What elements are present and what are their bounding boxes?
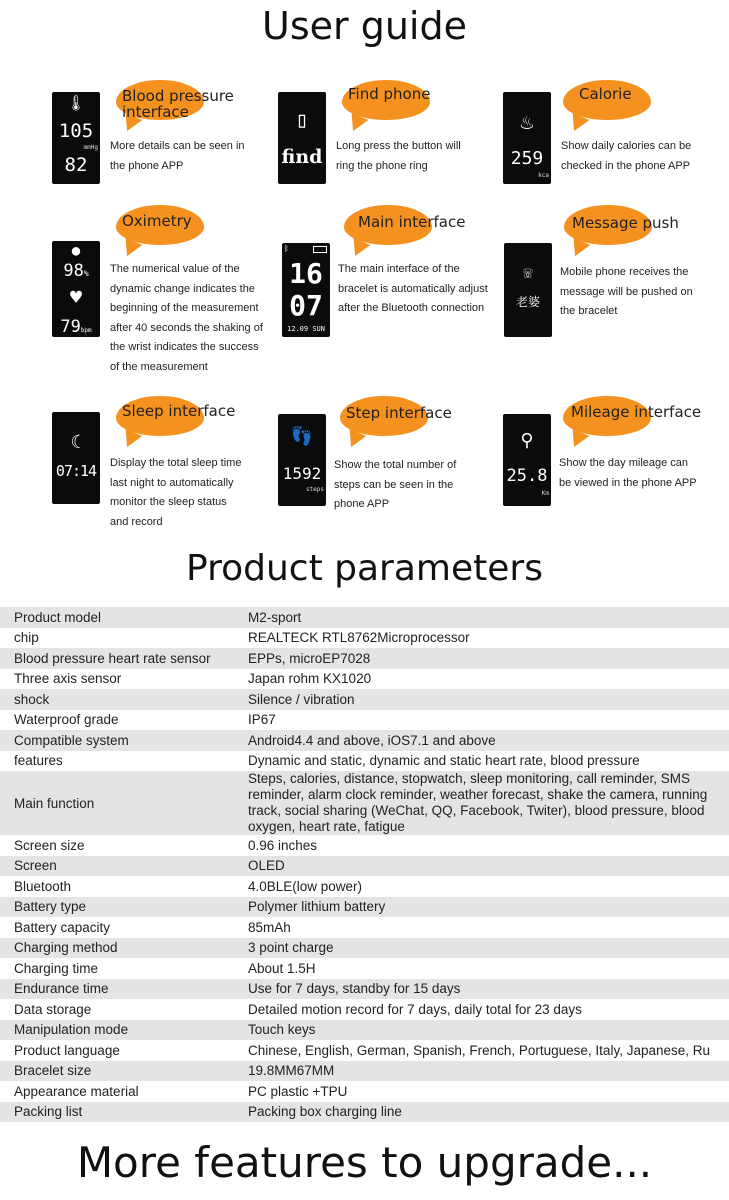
param-row — [0, 1102, 729, 1123]
param-name: Charging method — [14, 940, 118, 956]
param-row — [0, 751, 729, 772]
param-row — [0, 876, 729, 897]
param-row — [0, 999, 729, 1020]
param-name: shock — [14, 691, 50, 707]
param-name: Three axis sensor — [14, 671, 122, 687]
systolic-value: 105 — [58, 120, 94, 142]
message-sender: 老婆 — [515, 295, 540, 309]
location-pin-icon: ⚲ — [520, 430, 534, 451]
param-row — [0, 938, 729, 959]
feature-label: Step interface — [346, 404, 452, 422]
feature-description: Long press the button will ring the phone ring — [336, 140, 461, 172]
feature-label: Mileage interface — [571, 403, 702, 421]
parameters-table — [0, 607, 729, 1122]
oximetry-screen — [52, 241, 100, 337]
param-value: 3 point charge — [248, 940, 334, 956]
param-name: Appearance material — [14, 1083, 139, 1099]
param-row — [0, 1040, 729, 1061]
phone-ringing-icon: ☏ — [523, 263, 533, 282]
blood-pressure-screen — [52, 92, 100, 184]
param-value: Touch keys — [248, 1022, 316, 1038]
param-value: Japan rohm KX1020 — [248, 671, 372, 687]
feature-message-push — [504, 205, 729, 385]
product-parameters-title: Product parameters — [186, 548, 543, 589]
param-value: IP67 — [248, 712, 276, 728]
clock-hour: 16 — [289, 257, 323, 290]
param-value: Silence / vibration — [248, 691, 355, 707]
param-value: 19.8MM67MM — [248, 1063, 335, 1079]
param-row — [0, 771, 729, 835]
step-count: 1592 — [282, 464, 322, 483]
more-features-title: More features to upgrade... — [76, 1138, 653, 1187]
param-name: Bracelet size — [14, 1063, 92, 1079]
param-name: Bluetooth — [14, 878, 72, 894]
param-name: Manipulation mode — [14, 1022, 129, 1038]
param-row — [0, 1061, 729, 1082]
param-name: Screen size — [14, 837, 85, 853]
feature-description: Show the day mileage can be viewed in the phone APP — [559, 457, 697, 489]
param-row — [0, 1081, 729, 1102]
spo2-value: 98 — [63, 261, 84, 281]
feature-description: The main interface of the bracelet is automatically adjust after the Bluetooth connection — [338, 263, 488, 314]
feature-description: Display the total sleep time last night to automatically monitor the sleep status and record — [110, 457, 242, 528]
step-unit: steps — [305, 486, 324, 493]
param-value: PC plastic +TPU — [248, 1083, 348, 1099]
param-name: Main function — [14, 795, 95, 811]
calorie-unit: kca — [538, 172, 549, 179]
param-name: Battery type — [14, 899, 87, 915]
flame-icon: ♨ — [520, 110, 534, 135]
param-name: chip — [14, 630, 39, 646]
feature-label: Main interface — [358, 213, 466, 231]
user-guide-title: User guide — [262, 4, 467, 48]
param-row — [0, 669, 729, 690]
param-name: Endurance time — [14, 981, 109, 997]
param-row — [0, 979, 729, 1000]
calorie-value: 259 — [510, 148, 544, 169]
param-value: 85mAh — [248, 919, 291, 935]
param-name: Product language — [14, 1042, 120, 1058]
param-value: Android4.4 and above, iOS7.1 and above — [248, 732, 496, 748]
mileage-unit: Km — [541, 490, 549, 497]
param-value: Polymer lithium battery — [248, 899, 386, 915]
param-row — [0, 897, 729, 918]
param-value: EPPs, microEP7028 — [248, 650, 371, 666]
param-value: Detailed motion record for 7 days, daily total for 23 days — [248, 1001, 582, 1017]
param-value: Steps, calories, distance, stopwatch, sleep monitoring, call reminder, SMS reminder, alarm clock reminder, weather forecast, shake the camera, running track, social sharing (WeChat, QQ, Facebook, Twiter), blood pressure, blood oxygen, heart rate, fatigue — [248, 771, 708, 834]
param-name: Product model — [14, 609, 102, 625]
footprints-icon: 👣 — [290, 426, 314, 447]
find-text: find — [281, 146, 323, 168]
feature-description: Show daily calories can be checked in the phone APP — [561, 140, 692, 172]
spo2-unit: % — [83, 269, 89, 278]
mileage-screen — [503, 414, 551, 506]
feature-label: Sleep interface — [122, 402, 236, 420]
feature-label: Calorie — [579, 85, 632, 103]
feature-label: Message push — [572, 214, 679, 232]
feature-label: Find phone — [348, 85, 431, 103]
param-row — [0, 689, 729, 710]
param-row — [0, 856, 729, 877]
diastolic-value: 82 — [64, 154, 88, 176]
moon-icon: ☾ — [70, 432, 82, 453]
battery-icon — [313, 246, 327, 253]
param-name: Compatible system — [14, 732, 129, 748]
param-value: Packing box charging line — [248, 1104, 402, 1120]
param-value: 4.0BLE(low power) — [248, 878, 363, 894]
param-row — [0, 1020, 729, 1041]
heart-rate-unit: bpm — [80, 327, 92, 334]
step-screen — [278, 414, 326, 506]
param-value: 0.96 inches — [248, 837, 318, 853]
param-row — [0, 917, 729, 938]
param-value: REALTECK RTL8762Microprocessor — [248, 630, 470, 646]
bp-unit: mmHg — [83, 144, 98, 151]
feature-description: Mobile phone receives the message will be pushed on the bracelet — [560, 266, 693, 317]
thermometer-icon: 🌡 — [66, 94, 86, 112]
feature-description: Show the total number of steps can be seen in the phone APP — [334, 459, 457, 510]
param-value: OLED — [248, 858, 285, 874]
param-row — [0, 628, 729, 649]
param-row — [0, 730, 729, 751]
calorie-screen — [503, 92, 551, 184]
param-name: Screen — [14, 858, 57, 874]
mileage-value: 25.8 — [506, 466, 548, 486]
bluetooth-icon: ᛒ — [284, 244, 289, 253]
param-row — [0, 958, 729, 979]
oxygen-drop-icon: ● — [71, 243, 81, 259]
feature-label: Blood pressure interface — [122, 87, 234, 121]
feature-description: More details can be seen in the phone APP — [110, 140, 245, 172]
sleep-screen — [52, 412, 100, 504]
param-name: Waterproof grade — [14, 712, 119, 728]
param-row — [0, 710, 729, 731]
param-name: Packing list — [14, 1104, 83, 1120]
param-name: Battery capacity — [14, 919, 111, 935]
param-name: Blood pressure heart rate sensor — [14, 650, 211, 666]
sleep-duration: 07:14 — [55, 462, 97, 480]
message-push-screen — [504, 243, 552, 337]
heart-icon: ♥ — [69, 285, 83, 309]
heart-rate-value: 79 — [60, 317, 81, 337]
feature-label: Oximetry — [122, 212, 192, 230]
clock-date: 12.09 SUN — [287, 325, 325, 333]
clock-minute: 07 — [289, 289, 323, 322]
param-value: Dynamic and static, dynamic and static heart rate, blood pressure — [248, 753, 640, 769]
phone-search-icon: ▯ — [295, 108, 309, 133]
param-name: Charging time — [14, 960, 99, 976]
feature-oximetry — [52, 205, 292, 385]
param-row — [0, 835, 729, 856]
param-value: Use for 7 days, standby for 15 days — [248, 981, 461, 997]
feature-description: The numerical value of the dynamic change indicates the beginning of the measurement after 40 seconds the shaking of the wrist indicates the success of the measurement — [110, 263, 263, 373]
param-value: M2-sport — [248, 609, 302, 625]
param-value: About 1.5H — [248, 960, 316, 976]
feature-main-interface — [282, 205, 522, 385]
main-interface-screen — [282, 243, 330, 337]
param-row — [0, 648, 729, 669]
find-phone-screen — [278, 92, 326, 184]
param-value: Chinese, English, German, Spanish, French, Portuguese, Italy, Japanese, Ru — [248, 1042, 710, 1058]
param-row — [0, 607, 729, 628]
param-name: Data storage — [14, 1001, 92, 1017]
param-name: features — [14, 753, 63, 769]
